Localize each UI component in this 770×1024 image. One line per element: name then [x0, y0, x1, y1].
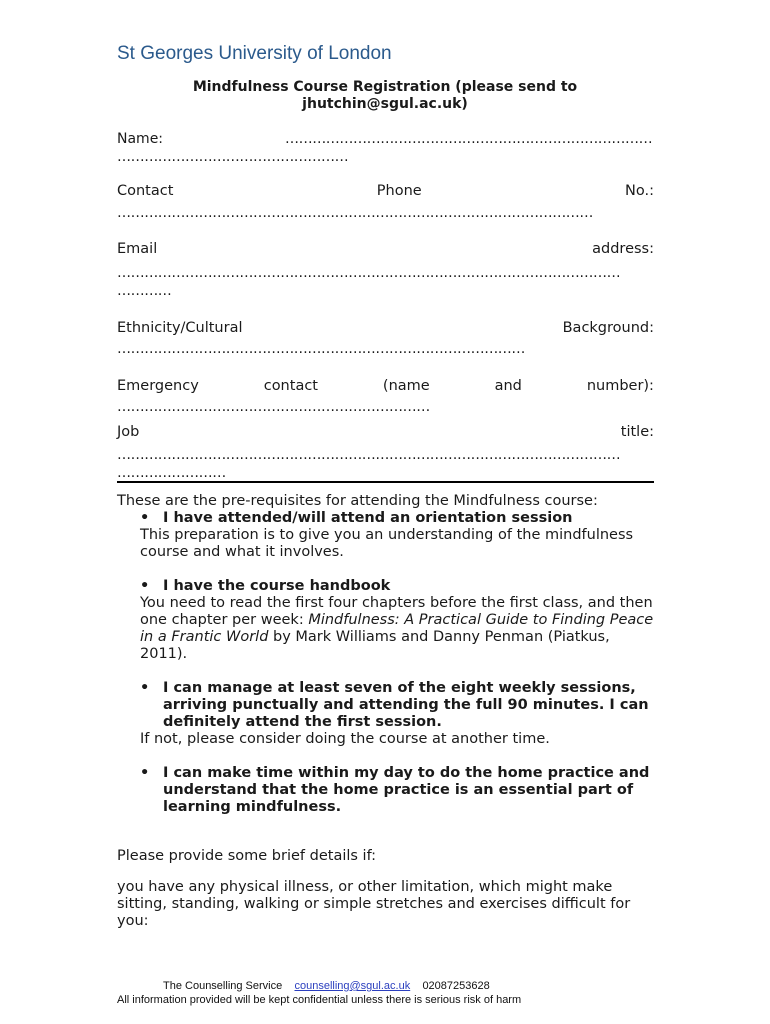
ethnicity-label [117, 320, 654, 336]
name-label: Name: [117, 131, 164, 147]
contact-field-line[interactable]: …………………………………………………………………………………………… [117, 205, 594, 221]
footer-confidential: All information provided will be kept confidential unless there is serious risk of harm [117, 994, 522, 1006]
prereq-item-body [140, 595, 660, 663]
contact-label-word: Contact [117, 183, 174, 199]
footer-email-link[interactable]: counselling@sgul.ac.uk [294, 980, 411, 992]
bullet-icon: • [140, 510, 150, 526]
bullet-icon: • [140, 765, 150, 781]
university-name: St Georges University of London [117, 43, 392, 64]
emergency-word-2: contact [263, 378, 318, 394]
ethnicity-field-line[interactable]: ……………………………………………………………………………… [117, 341, 526, 357]
job-label [117, 424, 654, 440]
prereq-item-home-practice [140, 765, 660, 816]
name-field-line-2[interactable]: …………………………………………… [117, 149, 349, 165]
email-field-line-1[interactable]: ………………………………………………………………………………………………… [117, 265, 621, 281]
emergency-label [117, 378, 654, 394]
background-label-word: Background: [562, 320, 654, 336]
contact-label [117, 183, 654, 199]
emergency-word-5: number): [586, 378, 654, 394]
emergency-field-line[interactable]: …………………………………………………………… [117, 399, 430, 415]
job-field-line-2[interactable]: …………………… [117, 465, 226, 481]
prereq-item-handbook [140, 578, 660, 595]
no-label-word: No.: [625, 183, 654, 199]
email-field-line-2[interactable]: ………… [117, 283, 172, 299]
prereq-item-title: I have attended/will attend an orientation session [163, 510, 573, 526]
title-label-word: title: [620, 424, 654, 440]
prereq-item-title: I can make time within my day to do the home practice and understand that the home practice is an essential part of learning mindfulness. [163, 765, 650, 815]
footer-service: The Counselling Service [163, 980, 283, 992]
prereq-item-title: I can manage at least seven of the eight weekly sessions, arriving punctually and attending the full 90 minutes. I can definitely attend the first session. [163, 680, 649, 730]
job-label-word: Job [117, 424, 140, 440]
section-divider [117, 481, 654, 483]
name-field-line-1[interactable]: ……………………………………………………………………… [285, 131, 653, 147]
phone-label-word: Phone [376, 183, 422, 199]
details-question: you have any physical illness, or other limitation, which might make sitting, standing, walking or simple stretches and exercises difficult for you: [117, 879, 631, 929]
email-label-word: Email [117, 241, 158, 257]
bullet-icon: • [140, 680, 150, 696]
emergency-word-1: Emergency [117, 378, 199, 394]
handbook-body-text-end: by Mark Williams and Danny Penman (Piatkus, 2011). [140, 629, 610, 662]
footer-phone: 02087253628 [422, 980, 490, 992]
email-label [117, 241, 654, 257]
prereq-item-body: If not, please consider doing the course at another time. [140, 731, 550, 747]
prereq-intro: These are the pre-requisites for attending the Mindfulness course: [117, 493, 598, 509]
job-field-line-1[interactable]: ………………………………………………………………………………………………… [117, 447, 621, 463]
form-title: Mindfulness Course Registration (please send to jhutchin@sgul.ac.uk) [192, 79, 578, 112]
footer-contact [163, 980, 490, 992]
details-intro: Please provide some brief details if: [117, 848, 377, 864]
handbook-body-text: You need to read the first four chapters before the first class, and then one chapter per week: [140, 595, 653, 628]
emergency-word-4: and [494, 378, 522, 394]
prereq-item-orientation [140, 510, 660, 527]
book-title: Mindfulness: A Practical Guide to Finding Peace in a Frantic World [140, 612, 654, 645]
prereq-item-body: This preparation is to give you an understanding of the mindfulness course and what it involves. [140, 527, 634, 560]
address-label-word: address: [592, 241, 654, 257]
prereq-item-attendance [140, 680, 660, 731]
bullet-icon: • [140, 578, 150, 594]
prereq-item-title: I have the course handbook [163, 578, 391, 594]
ethnicity-label-word: Ethnicity/Cultural [117, 320, 243, 336]
emergency-word-3: (name [382, 378, 430, 394]
